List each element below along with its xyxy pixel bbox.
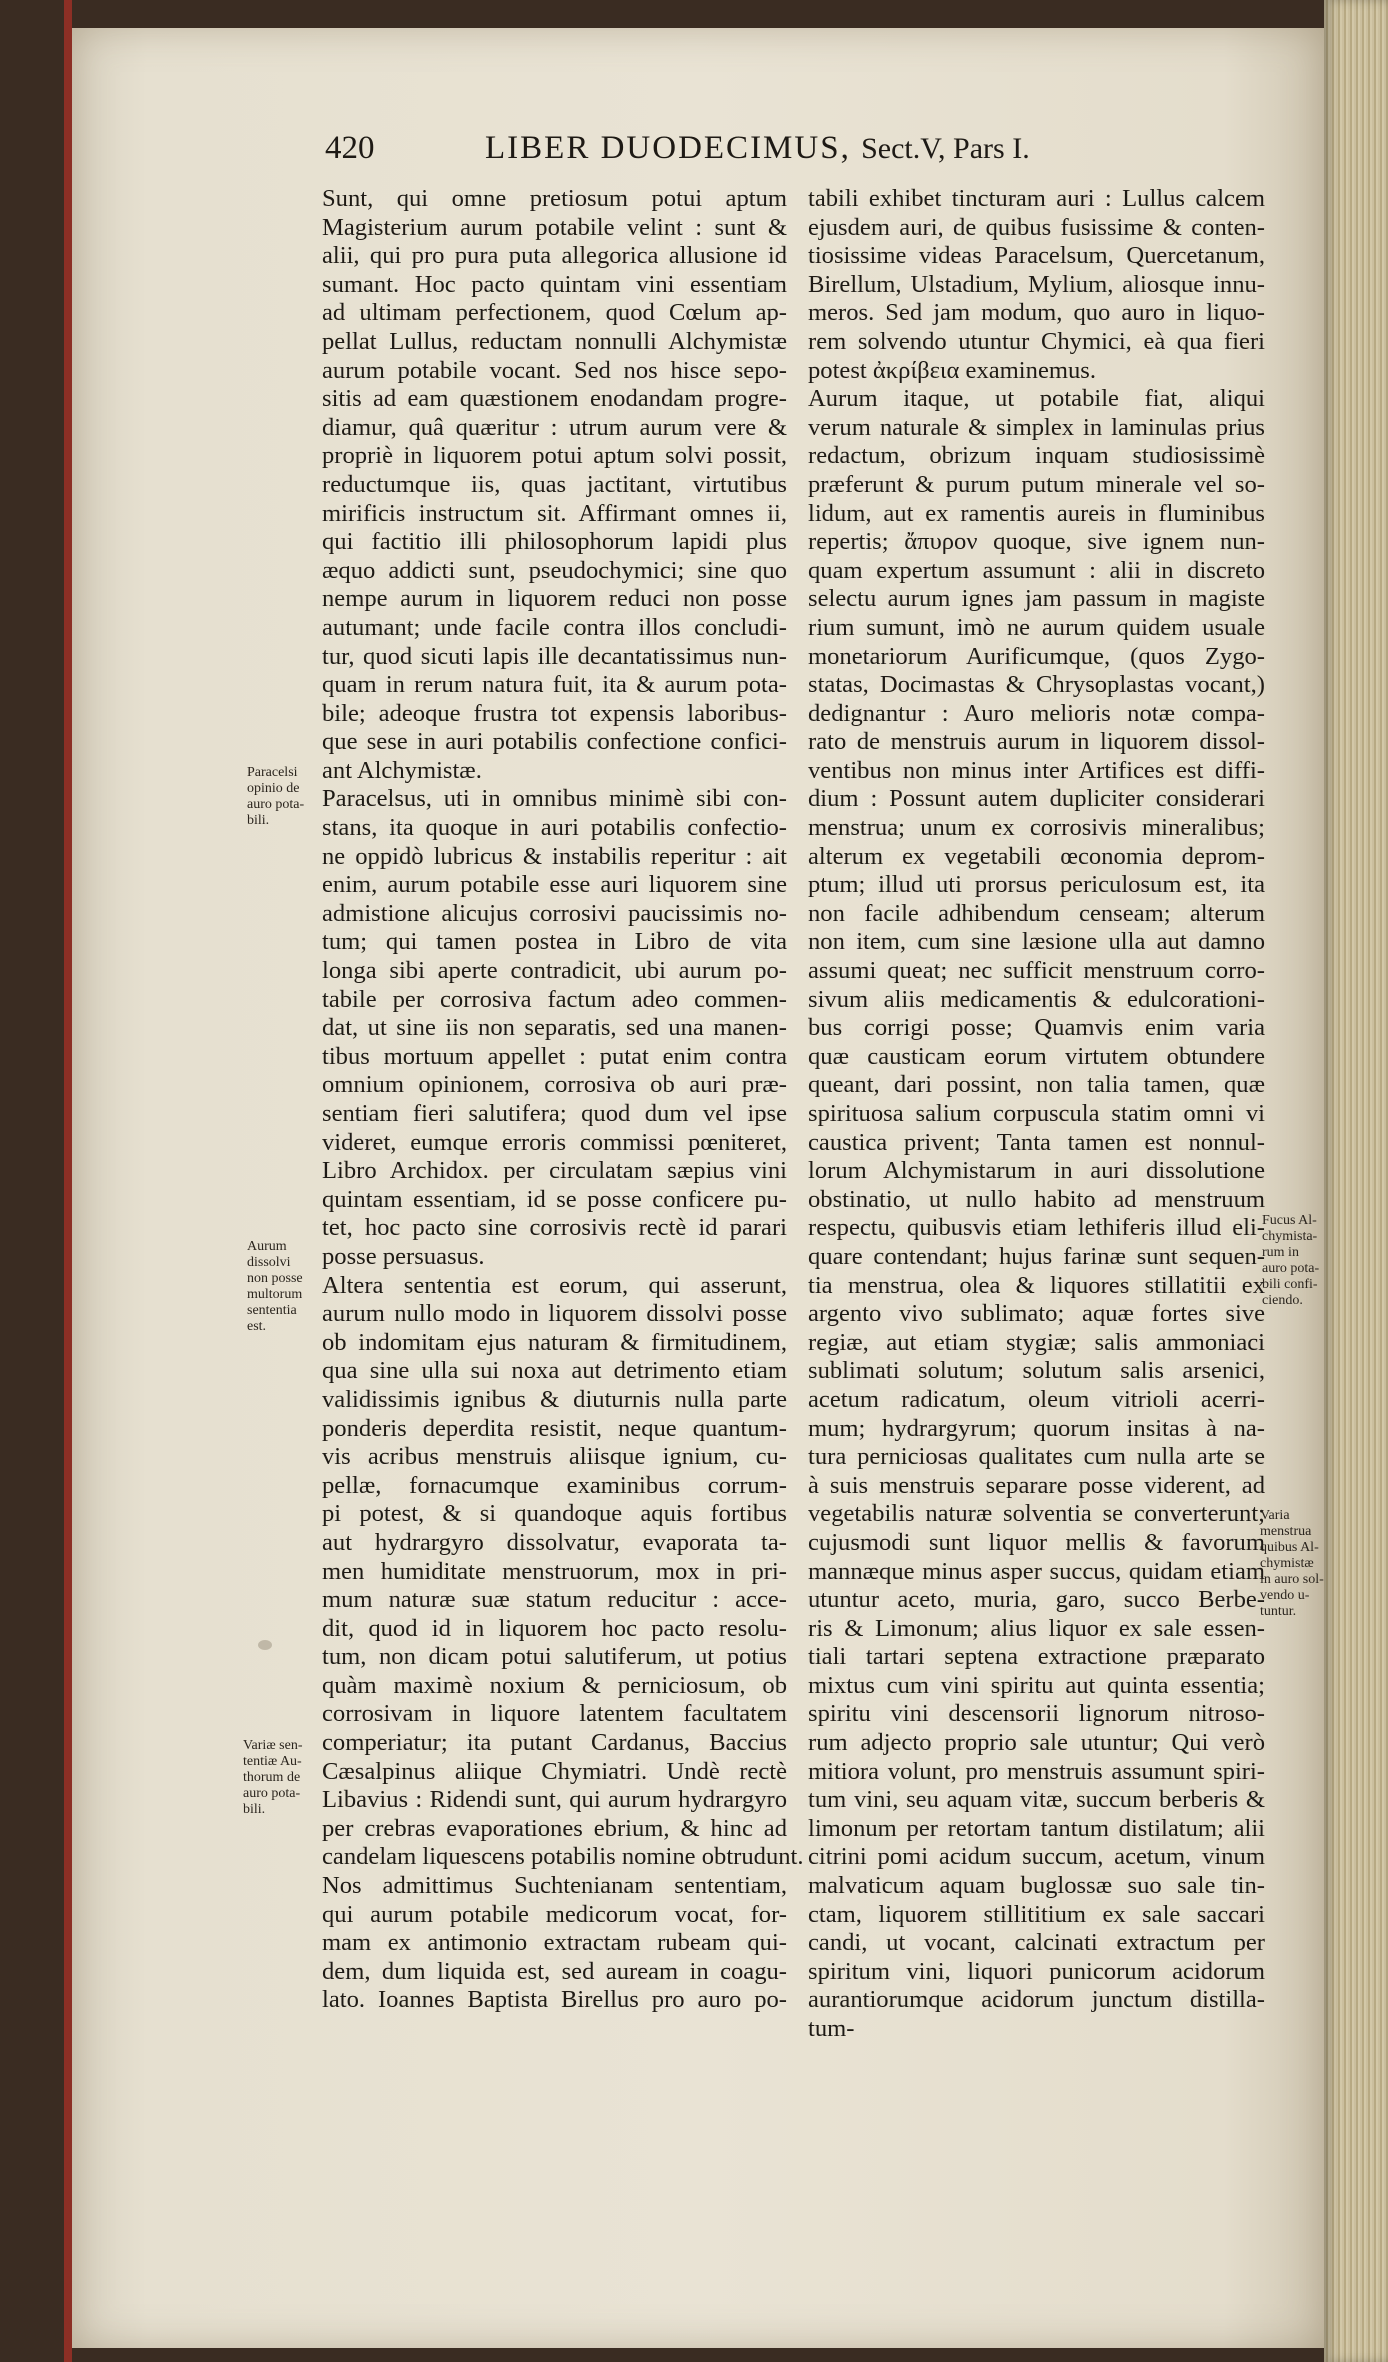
text-line: tum, non dicam potui salutiferum, ut potius — [322, 1643, 787, 1671]
text-line: Libro Archidox. per circulatam sæpius vini — [322, 1157, 787, 1185]
text-line: propriè in liquorem potui aptum solvi possit, — [322, 442, 787, 470]
margin-note-line: non posse — [247, 1271, 303, 1286]
text-line: candi, ut vocant, calcinati extractum per — [808, 1929, 1265, 1957]
text-line: tia menstrua, olea & liquores stillatitii ex — [808, 1271, 1265, 1299]
text-line: reductumque iis, quas jactitant, virtutibus — [322, 470, 787, 498]
margin-note-line: chymista- — [1262, 1229, 1318, 1244]
text-line: tura perniciosas qualitates cum nulla arte se — [808, 1443, 1265, 1471]
text-line: tabili exhibet tincturam auri : Lullus calcem — [808, 185, 1265, 212]
text-line: dem, dum liquida est, sed auream in coagu- — [322, 1957, 787, 1985]
text-line: bus corrigi posse; Quamvis enim varia — [808, 1014, 1265, 1042]
book-fore-edge — [1324, 0, 1388, 2362]
text-line: dat, ut sine iis non separatis, sed una manen- — [322, 1014, 787, 1042]
text-line: ptum; illud uti prorsus periculosum est, ita — [808, 871, 1265, 899]
text-line: sumant. Hoc pacto quintam vini essentiam — [322, 270, 787, 298]
text-line: aurantiorumque acidorum junctum distilla- — [808, 1986, 1265, 2014]
text-line: Altera sententia est eorum, qui asserunt, — [322, 1271, 787, 1299]
margin-note-line: tentiæ Au- — [243, 1754, 302, 1769]
text-line: potest ἀκρίβεια examinemus. — [808, 356, 1097, 384]
text-line: mum; hydrargyrum; quorum insitas à na- — [808, 1414, 1265, 1442]
margin-note-line: bili. — [247, 813, 270, 828]
text-line: præferunt & purum putum minerale vel so- — [808, 470, 1265, 498]
text-line: quam expertum assumunt : alii in discreto — [808, 556, 1265, 584]
text-line: lato. Ioannes Baptista Birellus pro auro po- — [322, 1986, 787, 2014]
text-line: citrini pomi acidum succum, acetum, vinum — [808, 1843, 1265, 1871]
text-line: utuntur aceto, muria, garo, succo Berbe- — [808, 1586, 1265, 1614]
right-text-column — [808, 185, 1265, 2044]
text-line: caustica privent; Tanta tamen est nonnul- — [808, 1128, 1265, 1156]
margin-note-line: Paracelsi — [247, 765, 298, 780]
text-line: quæ causticam eorum virtutem obtundere — [808, 1042, 1265, 1070]
text-line: omnium opinionem, corrosiva ob auri præ- — [322, 1071, 787, 1099]
text-line: men humiditate menstruorum, mox in pri- — [322, 1557, 787, 1585]
text-line: lidum, aut ex ramentis aureis in fluminibus — [808, 499, 1265, 527]
text-line: tur, quod sicuti lapis ille decantatissimus nun- — [322, 642, 787, 670]
text-line: quam in rerum natura fuit, ita & aurum pota- — [322, 671, 787, 699]
text-line: Sunt, qui omne pretiosum potui aptum — [322, 185, 787, 212]
text-line: nempe aurum in liquorem reduci non posse — [322, 585, 787, 613]
text-line: Paracelsus, uti in omnibus minimè sibi con- — [322, 785, 787, 813]
text-line: ejusdem auri, de quibus fusissime & conten- — [808, 213, 1265, 241]
text-line: ventibus non minus inter Artifices est diffi- — [808, 756, 1265, 784]
margin-note-line: tuntur. — [1260, 1604, 1297, 1619]
text-line: lorum Alchymistarum in auri dissolutione — [808, 1157, 1265, 1185]
margin-note-line: auro pota- — [243, 1786, 301, 1801]
text-line: menstrua; unum ex corrosivis mineralibus; — [808, 814, 1265, 842]
text-line: diamur, quâ quæritur : utrum aurum vere & — [322, 413, 787, 441]
text-line: æquo addicti sunt, pseudochymici; sine quo — [322, 556, 787, 584]
text-line: tum- — [808, 2015, 855, 2042]
margin-note-line: Variæ sen- — [243, 1738, 303, 1753]
margin-note-fucus — [1262, 1213, 1319, 1309]
text-line: redactum, obrizum inquam studiosissimè — [808, 442, 1265, 470]
margin-note-line: auro pota- — [247, 797, 305, 812]
text-line: bile; adeoque frustra tot expensis laboribus- — [322, 699, 787, 727]
section-label: Sect.V, Pars I. — [861, 132, 1030, 165]
text-line: sitis ad eam quæstionem enodandam progre- — [322, 385, 787, 413]
text-line: verum naturale & simplex in laminulas prius — [808, 413, 1265, 441]
text-line: mirificis instructum sit. Affirmant omnes ii, — [322, 499, 787, 527]
text-line: obstinatio, ut nullo habito ad menstruum — [808, 1185, 1265, 1213]
text-line: alterum ex vegetabili œconomia deprom- — [808, 842, 1265, 870]
text-line: limonum per retortam tantum distilatum; alii — [808, 1814, 1265, 1842]
text-line: pi potest, & si quandoque aquis fortibus — [322, 1500, 787, 1528]
text-line: qua sine ulla sui noxa aut detrimento etiam — [322, 1357, 787, 1385]
text-line: spirituosa salium corpuscula statim omni vi — [808, 1100, 1265, 1127]
margin-note-variae-sententiae — [243, 1738, 303, 1818]
margin-note-line: thorum de — [243, 1770, 301, 1785]
text-line: tet, hoc pacto sine corrosivis rectè id parari — [322, 1214, 787, 1242]
text-line: aut hydrargyro dissolvatur, evaporata ta- — [322, 1528, 787, 1556]
text-line: videret, eumque erroris commissi pœniteret, — [322, 1128, 787, 1156]
text-line: tum vini, seu aquam vitæ, succum berberis & — [808, 1786, 1265, 1814]
text-line: rato de menstruis aurum in liquorem dissol- — [808, 728, 1265, 756]
text-line: per crebras evaporationes ebrium, & hinc ad — [322, 1814, 787, 1842]
text-line: acetum radicatum, oleum vitrioli acerri- — [808, 1385, 1265, 1413]
margin-note-varia-menstrua — [1260, 1508, 1324, 1620]
margin-note-line: opinio de — [247, 781, 300, 796]
margin-note-line: Varia — [1260, 1508, 1290, 1523]
text-line: dium : Possunt autem dupliciter considerari — [808, 785, 1265, 813]
text-line: selectu aurum ignes jam passum in magiste — [808, 585, 1265, 613]
text-line: non facile adhibendum censeam; alterum — [808, 899, 1265, 927]
text-line: stans, ita quoque in auri potabilis confectio- — [322, 814, 787, 842]
text-line: tabile per corrosiva factum adeo commen- — [322, 985, 787, 1013]
margin-note-paracelsus — [247, 765, 304, 829]
margin-note-line: menstrua — [1260, 1524, 1312, 1539]
text-line: assumi queat; nec sufficit menstruum corro- — [808, 957, 1265, 985]
text-line: aurum potabile vocant. Sed nos hisce sepo- — [322, 356, 787, 384]
text-line: tum; qui tamen postea in Libro de vita — [322, 928, 787, 956]
text-line: qui aurum potabile medicorum vocat, for- — [322, 1900, 787, 1928]
text-line: tiosissime videas Paracelsum, Quercetanum, — [808, 242, 1265, 270]
text-line: aurum nullo modo in liquorem dissolvi posse — [322, 1300, 787, 1328]
text-line: posse persuasus. — [322, 1242, 485, 1270]
text-line: que sese in auri potabilis confectione confici- — [322, 728, 787, 756]
text-line: mam ex antimonio extractam rubeam qui- — [322, 1929, 787, 1957]
margin-note-line: sententia — [247, 1303, 297, 1318]
margin-note-aurum-dissolvi — [247, 1239, 303, 1335]
text-line: Aurum itaque, ut potabile fiat, aliqui — [808, 385, 1265, 413]
text-line: rum adjecto proprio sale utuntur; Qui verò — [808, 1729, 1265, 1757]
page-number: 420 — [325, 130, 375, 166]
margin-note-line: Fucus Al- — [1262, 1213, 1317, 1228]
text-line: corrosivam in liquore latentem facultatem — [322, 1700, 787, 1728]
margin-note-line: in auro sol- — [1260, 1572, 1324, 1587]
text-line: qui factitio illi philosophorum lapidi plus — [322, 528, 787, 556]
margin-note-line: auro pota- — [1262, 1261, 1320, 1276]
text-line: monetariorum Aurificumque, (quos Zygo- — [808, 642, 1265, 670]
text-line: mitiora volunt, pro menstruis assumunt spiri- — [808, 1757, 1265, 1785]
page-red-edge — [64, 0, 72, 2362]
text-line: statas, Docimastas & Chrysoplastas vocant,) — [808, 671, 1265, 699]
text-line: argento vivo sublimato; aquæ fortes sive — [808, 1300, 1265, 1328]
text-line: ob indomitam ejus naturam & firmitudinem, — [322, 1328, 787, 1356]
margin-note-line: quibus Al- — [1260, 1540, 1319, 1555]
text-line: vis acribus menstruis aliisque ignium, cu- — [322, 1443, 787, 1471]
text-line: mum naturæ suæ statum reducitur : acce- — [322, 1586, 787, 1614]
ink-stain — [258, 1640, 272, 1650]
text-line: pellæ, fornacumque examinibus corrum- — [322, 1471, 787, 1499]
margin-note-line: multorum — [247, 1287, 303, 1302]
left-text-column — [322, 185, 804, 2015]
text-line: mixtus cum vini spiritu aut quinta essentia; — [808, 1671, 1265, 1699]
text-line: sivum aliis medicamentis & edulcorationi- — [808, 985, 1265, 1013]
text-line: longa sibi aperte contradicit, ubi aurum po- — [322, 957, 787, 985]
text-line: ad ultimam perfectionem, quod Cœlum ap- — [322, 299, 787, 327]
margin-note-line: rum in — [1262, 1245, 1299, 1260]
text-line: sublimati solutum; solutum salis arsenici, — [808, 1357, 1265, 1385]
text-line: validissimis ignibus & diuturnis nulla parte — [322, 1385, 787, 1413]
margin-note-line: bili. — [243, 1802, 266, 1817]
text-line: quintam essentiam, id se posse conficere pu- — [322, 1185, 787, 1213]
text-line: ctam, liquorem stillititium ex sale saccari — [808, 1900, 1265, 1928]
text-line: regiæ, aut etiam stygiæ; salis ammoniaci — [808, 1328, 1265, 1356]
text-line: cujusmodi sunt liquor mellis & favorum — [808, 1528, 1265, 1556]
text-line: repertis; ἄπυρον quoque, sive ignem nun- — [808, 528, 1265, 556]
text-line: ponderis deperdita resistit, neque quantum- — [322, 1414, 787, 1442]
margin-note-line: vendo u- — [1260, 1588, 1310, 1603]
margin-note-line: est. — [247, 1319, 267, 1334]
text-line: à suis menstruis separare posse viderent, ad — [808, 1471, 1265, 1499]
text-line: tiali tartari septena extractione præparato — [808, 1643, 1265, 1671]
text-line: Cæsalpinus aliique Chymiatri. Undè rectè — [322, 1757, 787, 1785]
margin-note-line: ciendo. — [1262, 1293, 1303, 1308]
text-line: sentiam fieri salutifera; quod dum vel ipse — [322, 1100, 787, 1127]
text-line: non item, cum sine læsione ulla aut damno — [808, 928, 1265, 956]
text-line: quàm maximè noxium & perniciosum, ob — [322, 1671, 787, 1699]
text-line: dedignantur : Auro melioris notæ compa- — [808, 699, 1265, 727]
margin-note-line: dissolvi — [247, 1255, 291, 1270]
text-line: quare contendant; hujus farinæ sunt sequen- — [808, 1242, 1265, 1270]
text-line: autumant; unde facile contra illos concludi- — [322, 613, 787, 641]
text-line: dit, quod id in liquorem hoc pacto resolu- — [322, 1614, 787, 1642]
text-line: vegetabilis naturæ solventia se converterunt; — [808, 1500, 1265, 1528]
text-line: malvaticum aquam buglossæ suo sale tin- — [808, 1872, 1265, 1900]
book-title: LIBER DUODECIMUS, — [485, 130, 851, 166]
running-header — [325, 130, 1185, 176]
margin-note-line: bili confi- — [1262, 1277, 1318, 1292]
running-title — [485, 130, 1030, 167]
text-line: spiritu vini descensorii lignorum nitroso- — [808, 1700, 1265, 1728]
text-line: rem solvendo utuntur Chymici, eà qua fieri — [808, 327, 1265, 355]
text-line: respectu, quibusvis etiam lethiferis illud eli- — [808, 1214, 1265, 1242]
text-line: pellat Lullus, reductam nonnulli Alchymistæ — [322, 327, 787, 355]
text-line: Libavius : Ridendi sunt, qui aurum hydrargyro — [322, 1786, 787, 1814]
text-line: Nos admittimus Suchtenianam sententiam, — [322, 1872, 787, 1900]
text-line: Magisterium aurum potabile velint : sunt & — [322, 213, 787, 241]
text-line: spiritum vini, liquori punicorum acidorum — [808, 1957, 1265, 1985]
text-line: ant Alchymistæ. — [322, 756, 482, 784]
text-line: mannæque minus asper succus, quidam etiam — [808, 1557, 1265, 1585]
text-line: alii, qui pro pura puta allegorica allusione id — [322, 242, 787, 270]
text-line: enim, aurum potabile esse auri liquorem sine — [322, 871, 787, 899]
text-line: admistione alicujus corrosivi paucissimis no- — [322, 899, 787, 927]
text-line: Birellum, Ulstadium, Mylium, aliosque innu- — [808, 270, 1265, 298]
text-line: meros. Sed jam modum, quo auro in liquo- — [808, 299, 1265, 327]
text-line: comperiatur; ita putant Cardanus, Baccius — [322, 1729, 787, 1757]
text-line: ris & Limonum; alius liquor ex sale essen- — [808, 1614, 1265, 1642]
text-line: rium sumunt, imò ne aurum quidem usuale — [808, 613, 1265, 641]
text-line: tibus mortuum appellet : putat enim contra — [322, 1042, 787, 1070]
text-line: queant, dari possint, non talia tamen, quæ — [808, 1071, 1265, 1099]
text-line: candelam liquescens potabilis nomine obtrudunt. — [322, 1843, 804, 1871]
text-line: ne oppidò lubricus & instabilis reperitur : ait — [322, 842, 787, 870]
margin-note-line: chymistæ — [1260, 1556, 1314, 1571]
margin-note-line: Aurum — [247, 1239, 287, 1254]
